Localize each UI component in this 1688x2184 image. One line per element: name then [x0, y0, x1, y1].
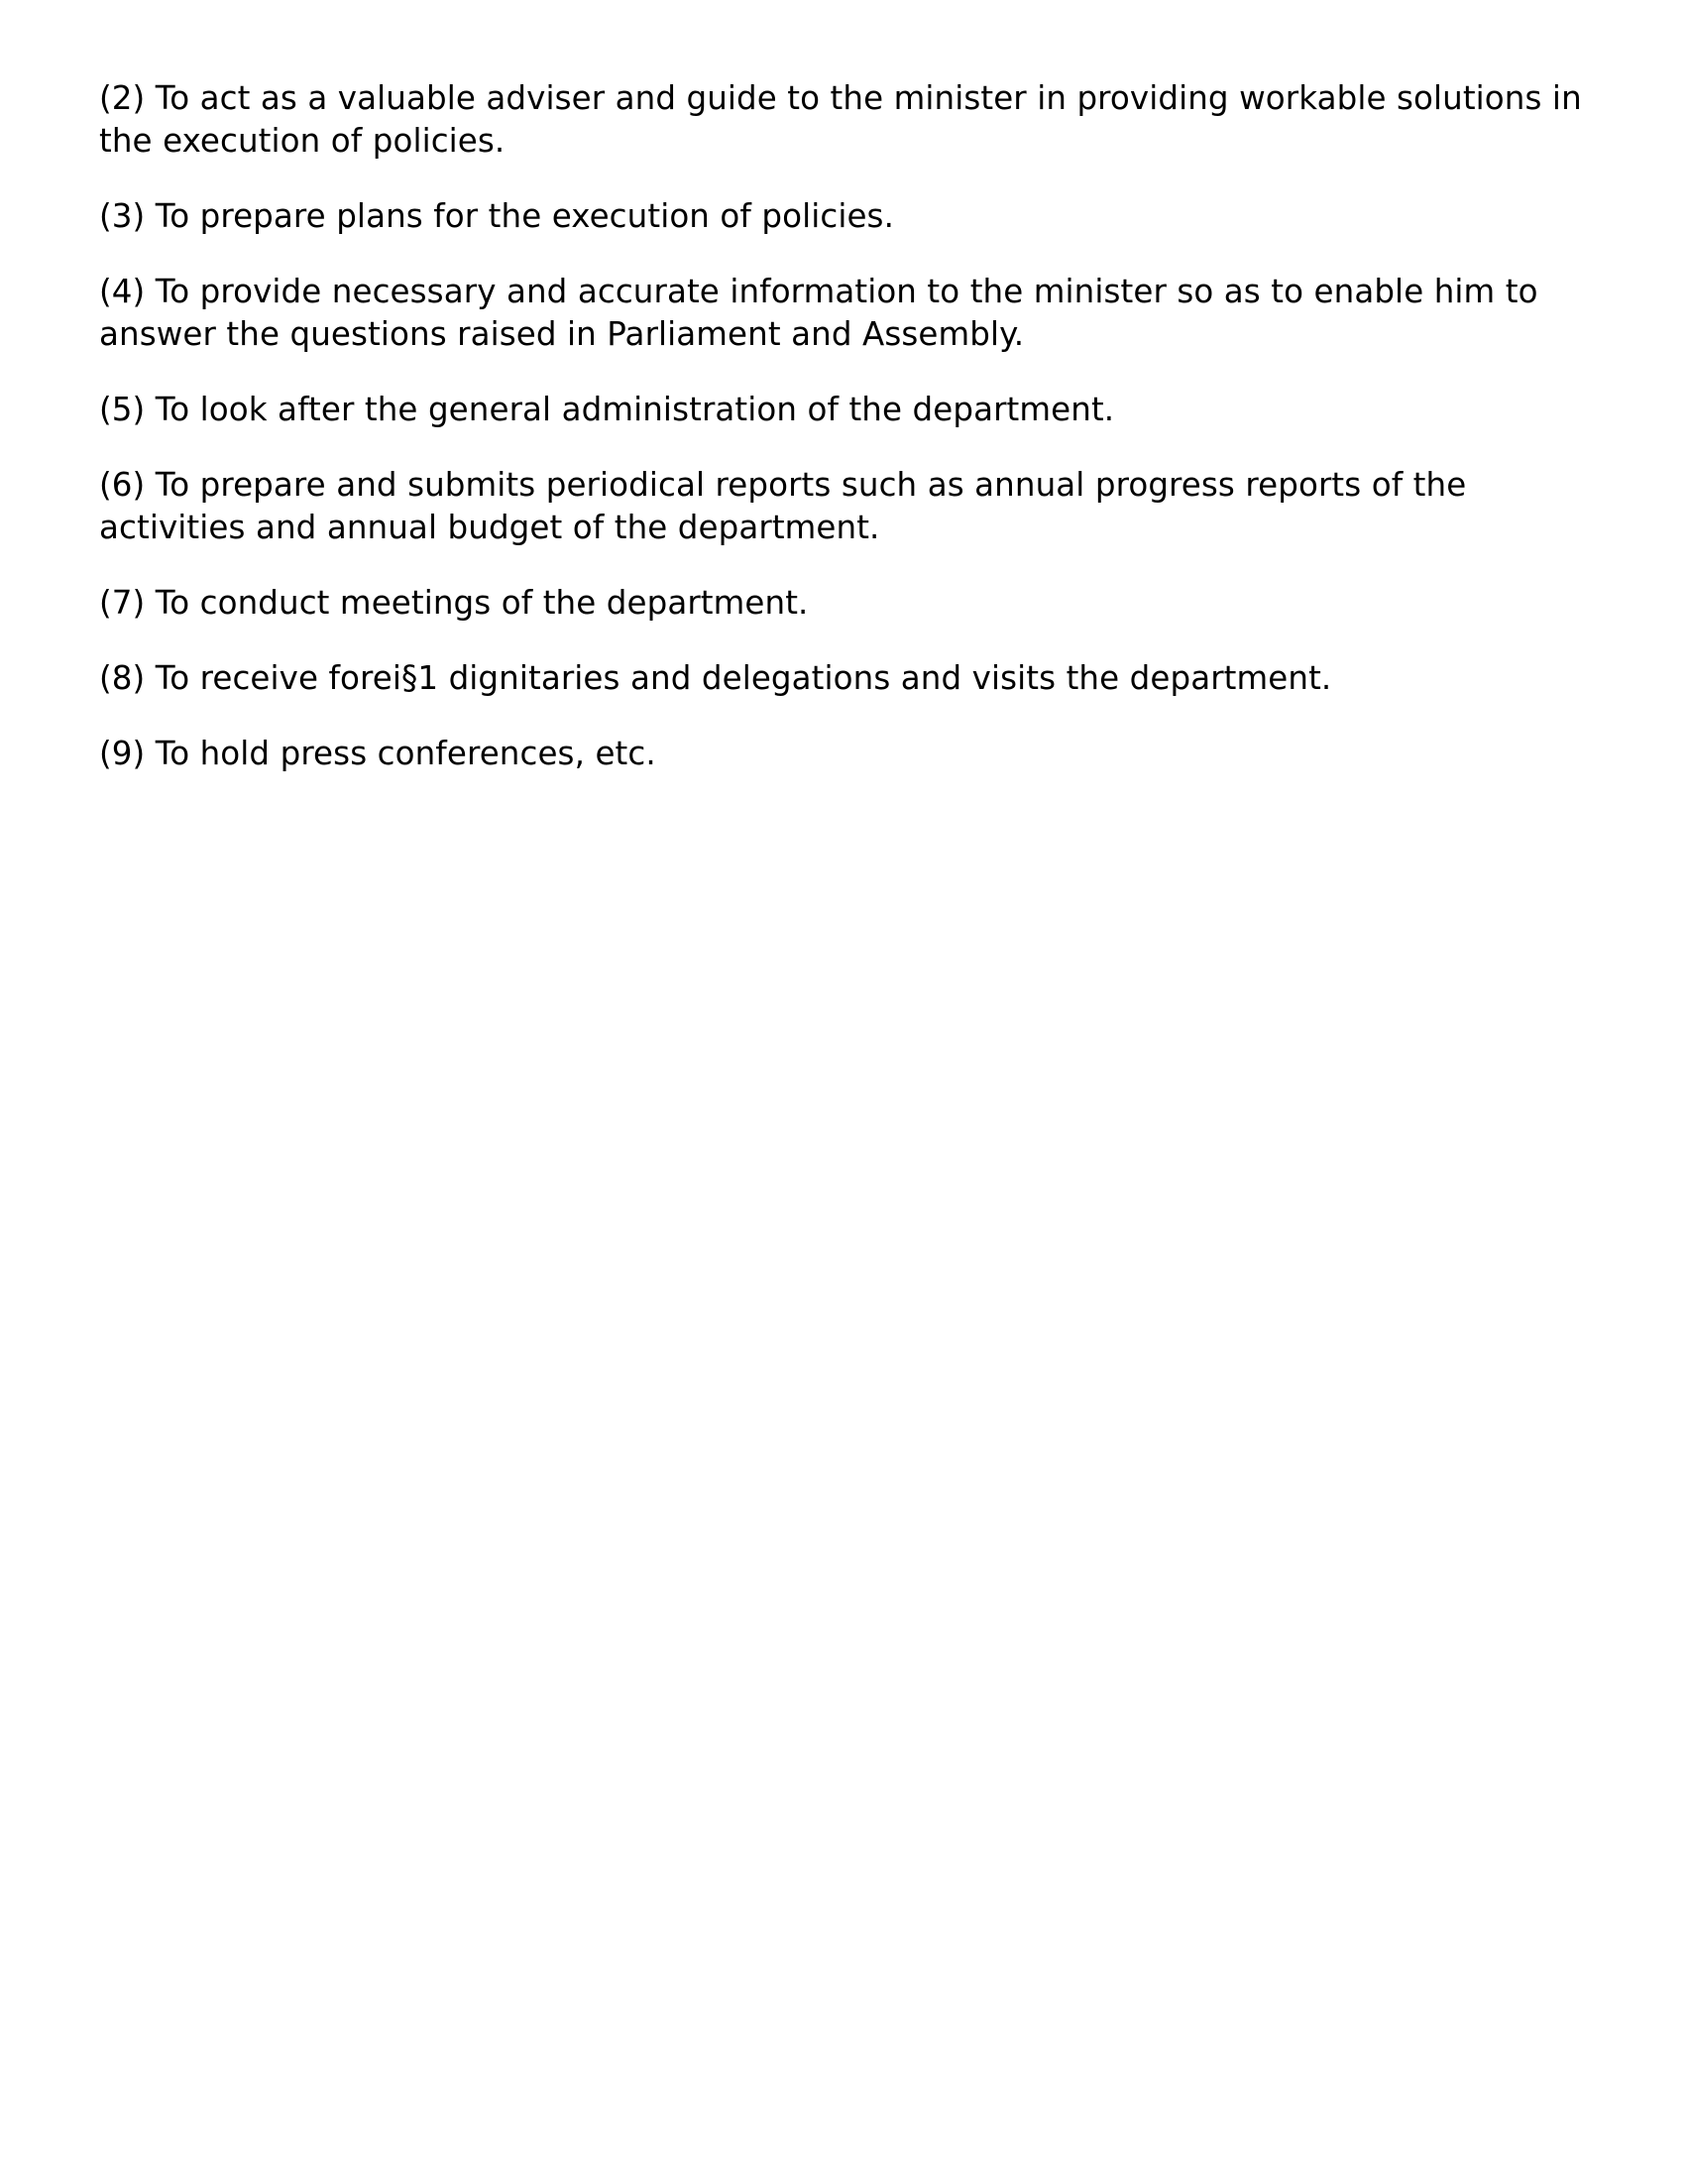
- document-page: [99, 77, 1606, 808]
- list-item: (8) To receive forei§1 dignitaries and delegations and visits the department.: [99, 659, 1332, 697]
- list-item: (5) To look after the general administration of the department.: [99, 391, 1115, 428]
- list-item: (3) To prepare plans for the execution of policies.: [99, 197, 895, 235]
- list-item: (6) To prepare and submits periodical reports such as annual progress reports of the activities and annual budget of the department.: [99, 466, 1467, 546]
- list-item: (4) To provide necessary and accurate information to the minister so as to enable him to answer the questions raised in Parliament and Assembly.: [99, 273, 1538, 353]
- list-item: (2) To act as a valuable adviser and guide to the minister in providing workable solutions in the execution of policies.: [99, 79, 1582, 160]
- list-item: (7) To conduct meetings of the department.: [99, 584, 809, 622]
- list-item: (9) To hold press conferences, etc.: [99, 735, 656, 772]
